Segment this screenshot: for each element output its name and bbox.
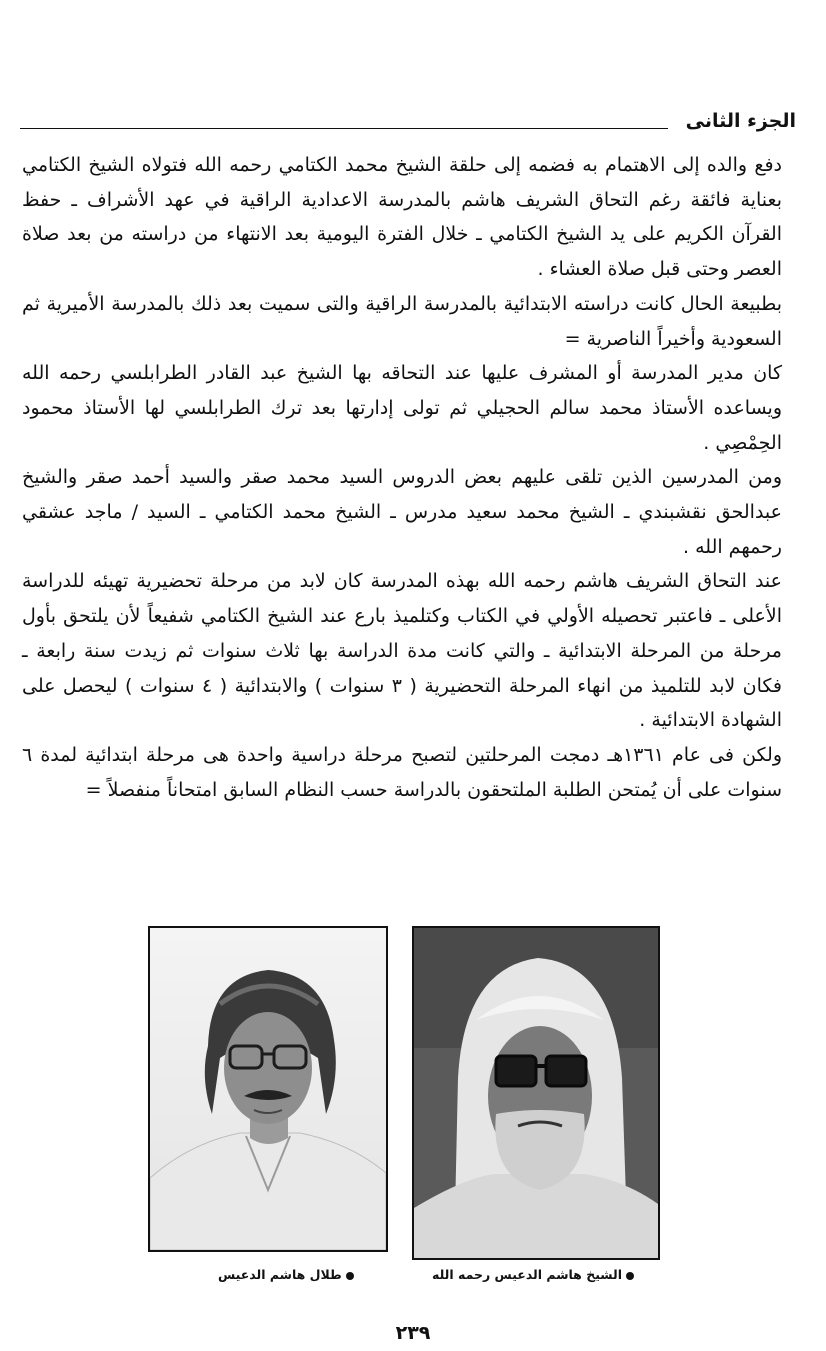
- page-header: [20, 108, 796, 138]
- body-text: [22, 148, 782, 807]
- page-number: ٢٣٩: [395, 1322, 431, 1344]
- caption-text: طلال هاشم الدعيس: [218, 1267, 342, 1282]
- paragraph: ولكن فى عام ١٣٦١هـ دمجت المرحلتين لتصبح مرحلة دراسية واحدة هى مرحلة ابتدائية لمدة ٦ سنوات على أن يُمتحن الطلبة الملتحقون بالدراسة حسب النظام السابق امتحاناً منفصلاً =: [22, 743, 782, 801]
- part-title: الجزء الثانى: [685, 110, 796, 132]
- paragraph: ومن المدرسين الذين تلقى عليهم بعض الدروس السيد محمد صقر والسيد أحمد صقر والشيخ عبدالحق نقشبندي ـ الشيخ محمد سعيد مدرس ـ الشيخ محمد الكتامي ـ السيد / ماجد عشقي رحمهم الله .: [22, 466, 782, 558]
- portrait-photo-talal: [148, 926, 388, 1252]
- photo-caption-right: [432, 1266, 634, 1284]
- header-rule: [20, 128, 668, 129]
- portrait-illustration: [150, 928, 386, 1250]
- paragraph: دفع والده إلى الاهتمام به فضمه إلى حلقة الشيخ محمد الكتامي رحمه الله فتولاه الشيخ الكتامي بعناية فائقة رغم التحاق الشريف هاشم بالمدرسة الاعدادية الراقية في عهد الأشراف ـ حفظ القرآن الكريم على يد الشيخ الكتامي ـ خلال الفترة اليومية بعد الانتهاء من دراسته من بعد صلاة العصر وحتى قبل صلاة العشاء .: [22, 154, 782, 281]
- caption-text: الشيخ هاشم الدعيس رحمه الله: [432, 1267, 623, 1282]
- photo-caption-left: [218, 1266, 354, 1284]
- paragraph: عند التحاق الشريف هاشم رحمه الله بهذه المدرسة كان لابد من مرحلة تحضيرية تهيئه للدراسة الأعلى ـ فاعتبر تحصيله الأولي في الكتاب وكتلميذ بارع عند الشيخ الكتامي شفيعاً لأن يلتحق بأول مرحلة من المرحلة الابتدائية ـ والتي كانت مدة الدراسة بها ثلاث سنوات ثم زيدت سنة رابعة ـ فكان لابد للتلميذ من انهاء المرحلة التحضيرية ( ٣ سنوات ) والابتدائية ( ٤ سنوات ) ليحصل على الشهادة الابتدائية .: [22, 570, 782, 732]
- portrait-photo-hashim: [412, 926, 660, 1260]
- paragraph: بطبيعة الحال كانت دراسته الابتدائية بالمدرسة الراقية والتى سميت بعد ذلك بالمدرسة الأميرية ثم السعودية وأخيراً الناصرية =: [22, 292, 782, 350]
- portrait-illustration: [414, 928, 658, 1258]
- bullet-icon: [626, 1272, 634, 1280]
- bullet-icon: [346, 1272, 354, 1280]
- paragraph: كان مدير المدرسة أو المشرف عليها عند التحاقه بها الشيخ عبد القادر الطرابلسي رحمه الله ويساعده الأستاذ محمد سالم الحجيلي ثم تولى إدارتها بعد ترك الطرابلسي لها الأستاذ محمود الحِمْصِي .: [22, 362, 782, 454]
